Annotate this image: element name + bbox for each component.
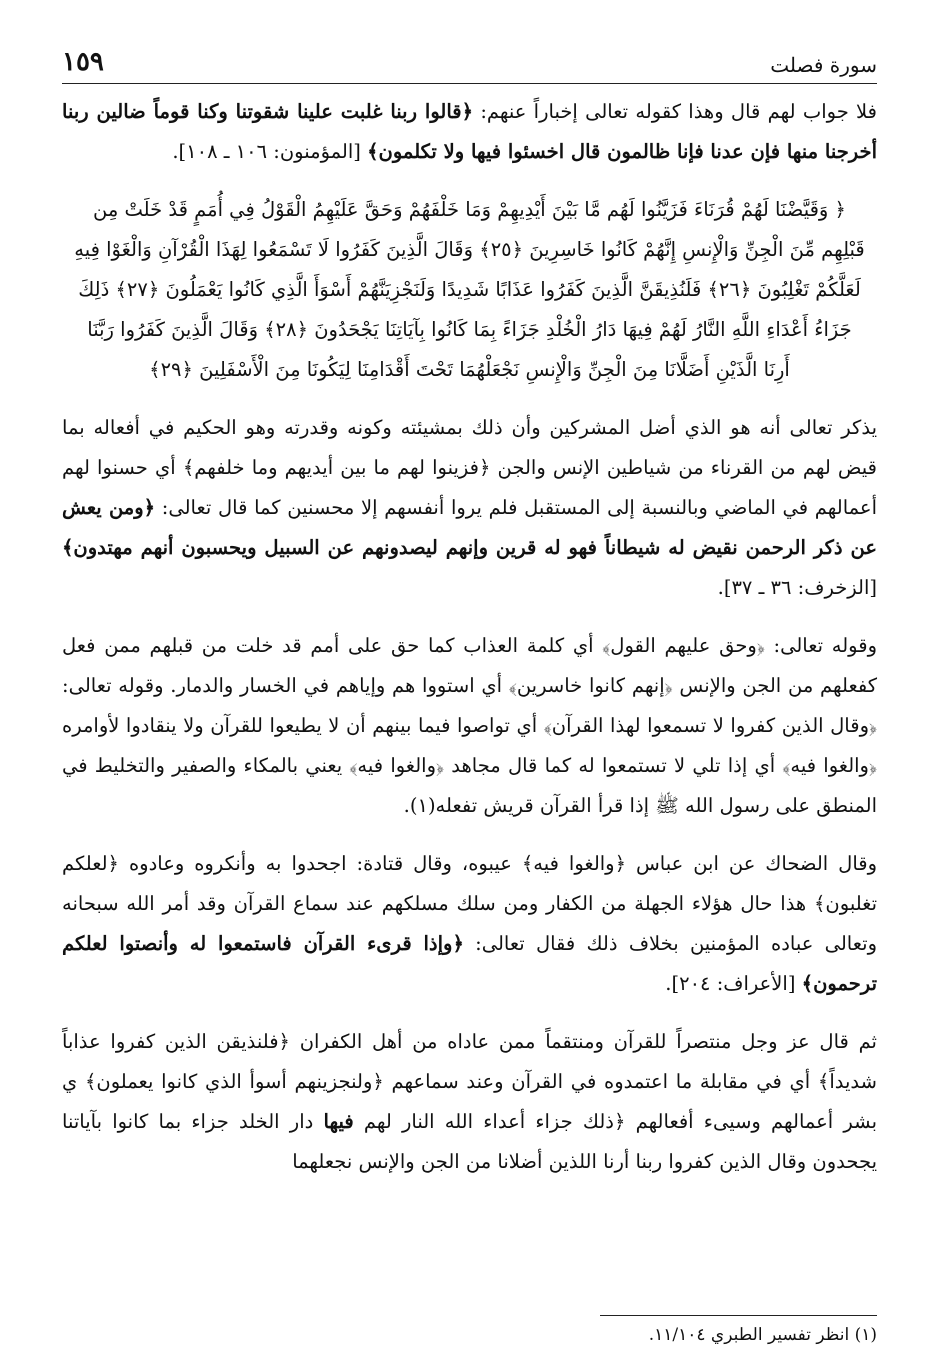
paragraph-5 (62, 1022, 877, 1182)
footnote-divider (600, 1315, 877, 1316)
p1-ref: [المؤمنون: ١٠٦ ـ ١٠٨]. (172, 140, 368, 163)
footnote: (١) انظر تفسير الطبري ١١/١٠٤. (648, 1325, 877, 1345)
paragraph-3: وقوله تعالى: ﴿وحق عليهم القول﴾ أي كلمة العذاب كما حق على أمم قد خلت من قبلهم ممن فعل كفعلهم من الجن والإنس ﴿إنهم كانوا خاسرين﴾ أي استووا هم وإياهم في الخسار والدمار. وقوله تعالى: ﴿وقال الذين كفروا لا تسمعوا لهذا القرآن﴾ أي تواصوا فيما بينهم أن لا يطيعوا للقرآن ولا ينقادوا لأوامره ﴿والغوا فيه﴾ أي إذا تلي لا تستمعوا له كما قال مجاهد ﴿والغوا فيه﴾ يعني بالمكاء والصفير والتخليط في المنطق على رسول الله ﷺ إذا قرأ القرآن قريش تفعله(١). (62, 634, 877, 817)
p4-quote: ﴿وإذا قرىء القرآن فاستمعوا له وأنصتوا لعلكم ترحمون﴾ (62, 932, 877, 995)
paragraph-4 (62, 844, 877, 1004)
quran-verse-block: ﴿ وَقَيَّضْنَا لَهُمْ قُرَنَاءَ فَزَيَّنُوا لَهُم مَّا بَيْنَ أَيْدِيهِمْ وَمَا خَلْفَهُمْ وَحَقَّ عَلَيْهِمُ الْقَوْلُ فِي أُمَمٍ قَدْ خَلَتْ مِن قَبْلِهِم مِّنَ الْجِنِّ وَالْإِنسِ إِنَّهُمْ كَانُوا خَاسِرِينَ ﴿٢٥﴾ وَقَالَ الَّذِينَ كَفَرُوا لَا تَسْمَعُوا لِهَذَا الْقُرْآنِ وَالْغَوْا فِيهِ لَعَلَّكُمْ تَغْلِبُونَ ﴿٢٦﴾ فَلَنُذِيقَنَّ الَّذِينَ كَفَرُوا عَذَابًا شَدِيدًا وَلَنَجْزِيَنَّهُمْ أَسْوَأَ الَّذِي كَانُوا يَعْمَلُونَ ﴿٢٧﴾ ذَلِكَ جَزَاءُ أَعْدَاءِ اللَّهِ النَّارُ لَهُمْ فِيهَا دَارُ الْخُلْدِ جَزَاءً بِمَا كَانُوا بِآيَاتِنَا يَجْحَدُونَ ﴿٢٨﴾ وَقَالَ الَّذِينَ كَفَرُوا رَبَّنَا أَرِنَا الَّذَيْنِ أَضَلَّانَا مِنَ الْجِنِّ وَالْإِنسِ نَجْعَلْهُمَا تَحْتَ أَقْدَامِنَا لِيَكُونَا مِنَ الْأَسْفَلِينَ ﴿٢٩﴾ (74, 198, 865, 381)
p2-text-a: يذكر تعالى أنه هو الذي أضل المشركين وأن ذلك بمشيئته وكونه وقدرته وهو الحكيم في أفعاله بما قيض لهم من القرناء من شياطين الإنس والجن (62, 416, 877, 479)
p4-text: وقال الضحاك عن ابن عباس ﴿والغوا فيه﴾ عيبوه، وقال قتادة: اجحدوا به وأنكروه وعادوه ﴿لعلكم تغلبون﴾ هذا حال هؤلاء الجهلة من الكفار ومن سلك مسلكهم عند سماع القرآن وقد أمر الله سبحانه وتعالى عباده المؤمنين بخلاف ذلك فقال تعالى: (62, 852, 877, 955)
p4-ref: [الأعراف: ٢٠٤]. (665, 972, 802, 995)
paragraph-2 (62, 408, 877, 608)
page-body (62, 92, 877, 1200)
p2-text-b: أي حسنوا لهم أعمالهم في الماضي وبالنسبة إلى المستقبل فلم يروا أنفسهم إلا محسنين كما قال تعالى: (62, 456, 877, 519)
page-number: ١٥٩ (62, 47, 104, 77)
page-header (62, 40, 877, 84)
p5-text-a: ثم قال عز وجل منتصراً للقرآن ومنتقماً ممن عاداه من أهل الكفران ﴿فلنذيقن الذين كفروا عذاباً شديداً﴾ أي في مقابلة ما اعتمدوه في القرآن وعند سماعهم ﴿ولنجزينهم أسوأ الذي كانوا يعملون﴾ ي بشر أعمالهم وسيىء أفعالهم ﴿ذلك جزاء أعداء الله النار لهم (62, 1030, 878, 1133)
p1-quote: ﴿قالوا ربنا غلبت علينا شقوتنا وكنا قوماً ضالين ربنا أخرجنا منها فإن عدنا فإنا ظالمون قال اخسئوا فيها ولا تكلمون﴾ (62, 100, 877, 163)
p2-quote-b: ﴿ومن يعش عن ذكر الرحمن نقيض له شيطاناً فهو له قرين وإنهم ليصدونهم عن السبيل ويحسبون أنهم مهتدون﴾ (62, 496, 877, 559)
p5-bold-word: فيها (323, 1110, 354, 1133)
p2-quote-a: ﴿فزينوا لهم ما بين أيديهم وما خلفهم﴾ (182, 456, 491, 479)
paragraph-1 (62, 92, 877, 172)
p1-text: فلا جواب لهم قال وهذا كقوله تعالى إخباراً عنهم: (473, 100, 877, 123)
p5-text-b: دار الخلد جزاء بما كانوا بآياتنا يجحدون وقال الذين كفروا ربنا أرنا اللذين أضلانا من الجن والإنس نجعلهما (62, 1110, 877, 1173)
p2-ref: [الزخرف: ٣٦ ـ ٣٧]. (717, 576, 877, 599)
surah-title: سورة فصلت (770, 53, 877, 77)
